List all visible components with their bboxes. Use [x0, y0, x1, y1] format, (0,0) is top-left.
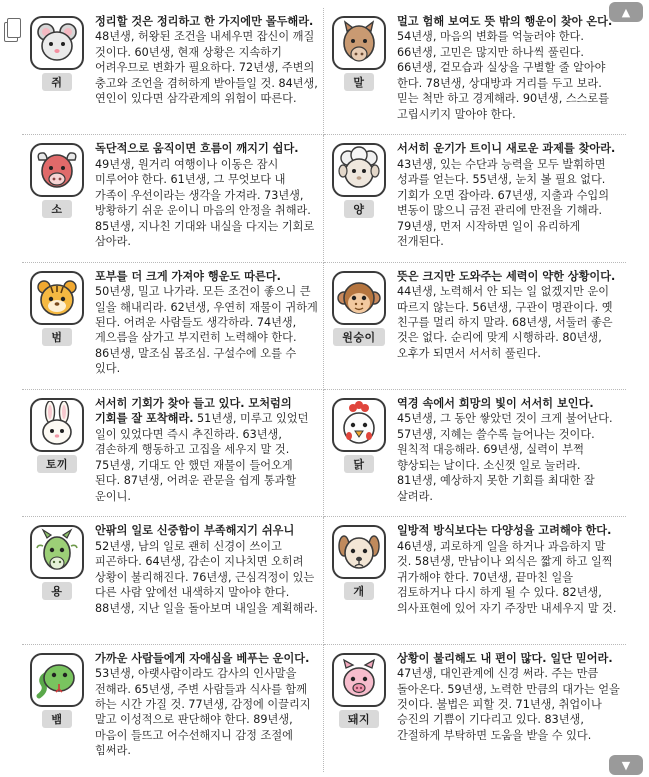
zodiac-name: 쥐 — [42, 73, 71, 91]
horse-face-icon — [332, 16, 386, 70]
zodiac-lead: 가까운 사람들에게 자애심을 베푸는 운이다. — [95, 651, 310, 665]
monkey-face-icon — [332, 271, 386, 325]
zodiac-name: 뱀 — [42, 710, 71, 728]
zodiac-entry-dragon — [22, 517, 324, 644]
zodiac-entry-monkey — [324, 263, 626, 390]
zodiac-name: 돼지 — [339, 710, 379, 728]
zodiac-entry-pig — [324, 645, 626, 772]
zodiac-entry-ox — [22, 135, 324, 262]
zodiac-text — [392, 649, 622, 768]
zodiac-detail: 52년생, 남의 일로 괜히 신경이 쓰이고 피곤하다. 64년생, 감손이 지나치면 오히려 상황이 불리해진다. 76년생, 근심걱정이 있는 다른 사람 앞에선 내색하지 말아야 한다. 88년생, 지난 일을 돌아보며 내일을 계획해라. — [95, 539, 318, 615]
zodiac-text — [392, 267, 622, 385]
sheep-face-icon — [332, 143, 386, 197]
zodiac-entry-horse — [324, 8, 626, 135]
zodiac-detail: 47년생, 대인관계에 신경 써라. 주는 만큼 돌아온다. 59년생, 노력한 만큼의 대가는 얻을 것이다. 불법은 피할 것. 71년생, 취업이나 승진의 기쁨이 기다리고 있다. 83년생, 간절하게 부탁하면 도움을 받을 수 있다. — [397, 667, 620, 742]
zodiac-lead: 정리할 것은 정리하고 한 가지에만 몰두해라. — [95, 15, 314, 28]
zodiac-detail: 45년생, 그 동안 쌓았던 것이 크게 불어난다. 57년생, 지혜는 쓸수록 늘어나는 것이다. 원칙적 대응해라. 69년생, 실력이 부쩍 향상되는 날이다. 소신껏 일로 눌러라. 81년생, 예상하지 못한 기회를 최대한 잘 살려라. — [397, 412, 613, 503]
zodiac-detail: 46년생, 괴로하게 일을 하거나 과음하지 말 것. 58년생, 만남이나 외식은 짧게 하고 일찍 귀가해야 한다. 70년생, 끝마친 일을 검토하거나 다시 하게 될 수 있다. 82년생, 의사표현에 있어 자기 주장만 내세우지 말 것. — [397, 539, 617, 615]
zodiac-text — [90, 394, 319, 512]
zodiac-badge-group — [326, 267, 392, 385]
zodiac-name: 말 — [344, 73, 373, 91]
zodiac-name: 원숭이 — [333, 328, 384, 346]
zodiac-text — [392, 521, 622, 639]
zodiac-entry-snake — [22, 645, 324, 772]
zodiac-name: 토끼 — [37, 455, 77, 473]
zodiac-name: 양 — [344, 200, 373, 218]
zodiac-text — [392, 12, 622, 130]
scroll-down-label: ▼ — [621, 758, 631, 772]
zodiac-detail: 54년생, 마음의 변화를 억눌러야 한다. 66년생, 고민은 많지만 하나씩 풀린다. 66년생, 겉모습과 실상을 구별할 줄 알아야 한다. 78년생, 상대방과 거리를 두고 보라. 믿는 척만 하고 경계해라. 90년생, 스스로를 고립시키지 말아야 한다. — [397, 30, 610, 121]
zodiac-badge-group — [326, 139, 392, 257]
zodiac-badge-group — [24, 12, 90, 130]
zodiac-lead: 독단적으로 움직이면 흐름이 깨지기 쉽다. — [95, 142, 299, 156]
zodiac-badge-group — [24, 267, 90, 385]
dog-face-icon — [332, 525, 386, 579]
zodiac-name: 소 — [42, 200, 71, 218]
zodiac-lead: 멀고 험해 보여도 뜻 밖의 행운이 찾아 온다. — [397, 15, 613, 28]
zodiac-detail: 50년생, 밀고 나가라. 모든 조건이 좋으니 큰 일을 해내리라. 62년생, 우연히 재물이 귀하게 된다. 어려운 사람들도 생각하라. 74년생, 게으름을 삼가고 부지런히 노력해야 한다. 86년생, 말조심 몸조심. 구설수에 오를 수 있다. — [95, 285, 318, 376]
zodiac-text — [392, 394, 622, 512]
zodiac-text — [90, 649, 319, 768]
zodiac-grid — [22, 8, 626, 772]
zodiac-lead: 안팎의 일로 신중함이 부족해지기 쉬우니 — [95, 524, 295, 538]
zodiac-entry-sheep — [324, 135, 626, 262]
zodiac-badge-group — [326, 12, 392, 130]
zodiac-detail: 49년생, 원거리 여행이나 이동은 잠시 미루어야 한다. 61년생, 그 무엇보다 내 가족이 우선이라는 생각을 가져라. 73년생, 방황하기 쉬운 운이니 마음의 안정을 취해라. 85년생, 지나친 기대와 내실을 다지는 기회로 삼아라. — [95, 157, 315, 249]
dragon-face-icon — [30, 525, 84, 579]
rooster-face-icon — [332, 398, 386, 452]
zodiac-text — [90, 267, 319, 385]
zodiac-lead: 서서히 기회가 찾아 들고 있다. 모처럼의 기회를 잘 포착해라. — [95, 397, 292, 426]
zodiac-badge-group — [24, 649, 90, 768]
scroll-up-label: ▲ — [621, 5, 631, 19]
pages-icon — [4, 18, 24, 44]
zodiac-entry-rabbit — [22, 390, 324, 517]
zodiac-badge-group — [326, 521, 392, 639]
pages-icon-sheet-front — [7, 18, 21, 38]
zodiac-text — [90, 521, 319, 639]
zodiac-badge-group — [24, 394, 90, 512]
zodiac-text — [392, 139, 622, 257]
pig-face-icon — [332, 653, 386, 707]
zodiac-name: 용 — [42, 582, 71, 600]
zodiac-name: 개 — [344, 582, 373, 600]
tiger-face-icon — [30, 271, 84, 325]
zodiac-text — [90, 12, 319, 130]
zodiac-text — [90, 139, 319, 257]
snake-face-icon — [30, 653, 84, 707]
zodiac-badge-group — [24, 521, 90, 639]
zodiac-name: 닭 — [344, 455, 373, 473]
zodiac-lead: 서서히 운기가 트이니 새로운 과제를 찾아라. — [397, 142, 616, 156]
zodiac-entry-rat — [22, 8, 324, 135]
zodiac-lead: 상황이 불리해도 내 편이 많다. 일단 믿어라. — [397, 651, 613, 665]
zodiac-entry-tiger — [22, 263, 324, 390]
rabbit-face-icon — [30, 398, 84, 452]
ox-face-icon — [30, 143, 84, 197]
zodiac-lead: 뜻은 크지만 도와주는 세력이 약한 상황이다. — [397, 269, 616, 283]
zodiac-detail: 48년생, 허왕된 조건을 내세우면 잡신이 깨질 것이다. 60년생, 현재 상황은 지속하기 어려우므로 변화가 필요하다. 72년생, 주변의 충고와 조언을 겸허하게 받아들일 것. 84년생, 연인이 있다면 삼각관계의 위험이 따른다. — [95, 30, 318, 106]
zodiac-lead: 일방적 방식보다는 다양성을 고려해야 한다. — [397, 524, 612, 538]
rat-face-icon — [30, 16, 84, 70]
zodiac-badge-group — [24, 139, 90, 257]
zodiac-lead: 역경 속에서 희망의 빛이 서서히 보인다. — [397, 397, 594, 410]
zodiac-entry-rooster — [324, 390, 626, 517]
zodiac-badge-group — [326, 649, 392, 768]
zodiac-badge-group — [326, 394, 392, 512]
zodiac-lead: 포부를 더 크게 가져야 행운도 따른다. — [95, 269, 281, 283]
zodiac-name: 범 — [42, 328, 71, 346]
zodiac-detail: 43년생, 있는 수단과 능력을 모두 발휘하면 성과를 얻는다. 55년생, 눈치 볼 필요 없다. 기회가 오면 잡아라. 67년생, 지출과 수입의 변동이 많으니 금전 관리에 만전을 기해라. 79년생, 먼저 시작하면 일이 유리하게 전개된다. — [397, 157, 610, 249]
zodiac-detail: 53년생, 아랫사람이라도 감사의 인사말을 전해라. 65년생, 주변 사람들과 식사를 함께 하는 시간 가질 것. 77년생, 감정에 이끌리지 말고 이성적으로 판단해야 한다. 89년생, 마음이 들뜨고 어수선해지니 감정 조절에 힘써라. — [95, 667, 311, 758]
zodiac-detail: 51년생, 미루고 있었던 일이 있었다면 즉시 추진하라. 63년생, 겸손하게 행동하고 고집을 세우지 말 것. 75년생, 기대도 안 했던 재물이 들어오게 된다. 87년생, 어려운 관문을 쉽게 통과할 운이니. — [95, 412, 309, 503]
zodiac-detail: 44년생, 노력해서 안 되는 일 없겠지만 운이 따르지 않는다. 56년생, 구관이 명관이다. 옛 친구를 멀리 하지 말라. 68년생, 서둘러 좋은 것은 없다. 순리에 맞게 시행하라. 80년생, 오후가 되면서 서서히 풀린다. — [397, 285, 613, 360]
zodiac-entry-dog — [324, 517, 626, 644]
